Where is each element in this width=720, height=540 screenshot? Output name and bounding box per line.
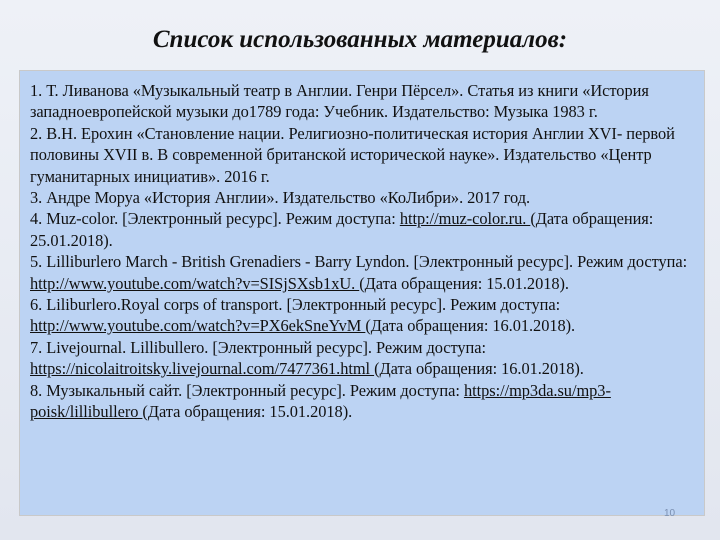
reference-item — [30, 337, 695, 380]
page-number: 10 — [664, 508, 676, 519]
reference-date: (Дата обращения: 15.01.2018). — [142, 402, 353, 422]
reference-date: (Дата обращения: 16.01.2018). — [374, 359, 584, 379]
reference-item — [30, 251, 695, 294]
reference-link[interactable]: http://muz-color.ru. — [399, 209, 531, 229]
reference-item — [30, 123, 695, 187]
reference-item — [30, 294, 695, 337]
reference-text: 8. Музыкальный сайт. [Электронный ресурс]. Режим доступа: — [30, 380, 464, 400]
references-box — [19, 70, 705, 516]
reference-date: (Дата обращения: 25.01.2018). — [30, 209, 654, 250]
reference-link[interactable]: http://www.youtube.com/watch?v=SISjSXsb1xU. — [30, 273, 360, 293]
reference-text: 2. В.Н. Ерохин «Становление нации. Религиозно-политическая история Англии XVI- первой половины XVII в. В современной британской исторической науке». Издательство «Центр гуманитарных инициатив». 2016 г. — [30, 123, 675, 186]
slide-title: Список использованных материалов: — [152, 26, 568, 53]
reference-text: 3. Андре Моруа «История Англии». Издательство «КоЛибри». 2017 год. — [30, 188, 531, 208]
reference-text: 1. Т. Ливанова «Музыкальный театр в Англии. Генри Пёрсел». Статья из книги «История западноевропейской музыки до1789 года: Учебник. Издательство: Музыка 1983 г. — [30, 81, 649, 122]
reference-text: 4. Muz-color. [Электронный ресурс]. Режим доступа: — [30, 209, 400, 229]
reference-item — [30, 187, 695, 208]
reference-text: 6. Liliburlero.Royal corps of transport. [Электронный ресурс]. Режим доступа: — [30, 295, 561, 315]
reference-link[interactable]: https://mp3da.su/mp3-poisk/lillibullero — [30, 380, 611, 422]
reference-link[interactable]: http://www.youtube.com/watch?v=PX6ekSneYvM — [30, 316, 366, 336]
reference-link[interactable]: https://nicolaitroitsky.livejournal.com/7477361.html — [30, 359, 375, 379]
reference-text: 7. Livejournal. Lillibullero. [Электронный ресурс]. Режим доступа: — [30, 337, 486, 357]
reference-date: (Дата обращения: 16.01.2018). — [365, 316, 576, 336]
reference-item — [30, 380, 695, 423]
reference-item — [30, 208, 695, 251]
reference-date: (Дата обращения: 15.01.2018). — [359, 273, 569, 293]
reference-text: 5. Lilliburlero March - British Grenadiers - Barry Lyndon. [Электронный ресурс]. Режим доступа: — [30, 252, 688, 272]
reference-item — [30, 80, 695, 123]
